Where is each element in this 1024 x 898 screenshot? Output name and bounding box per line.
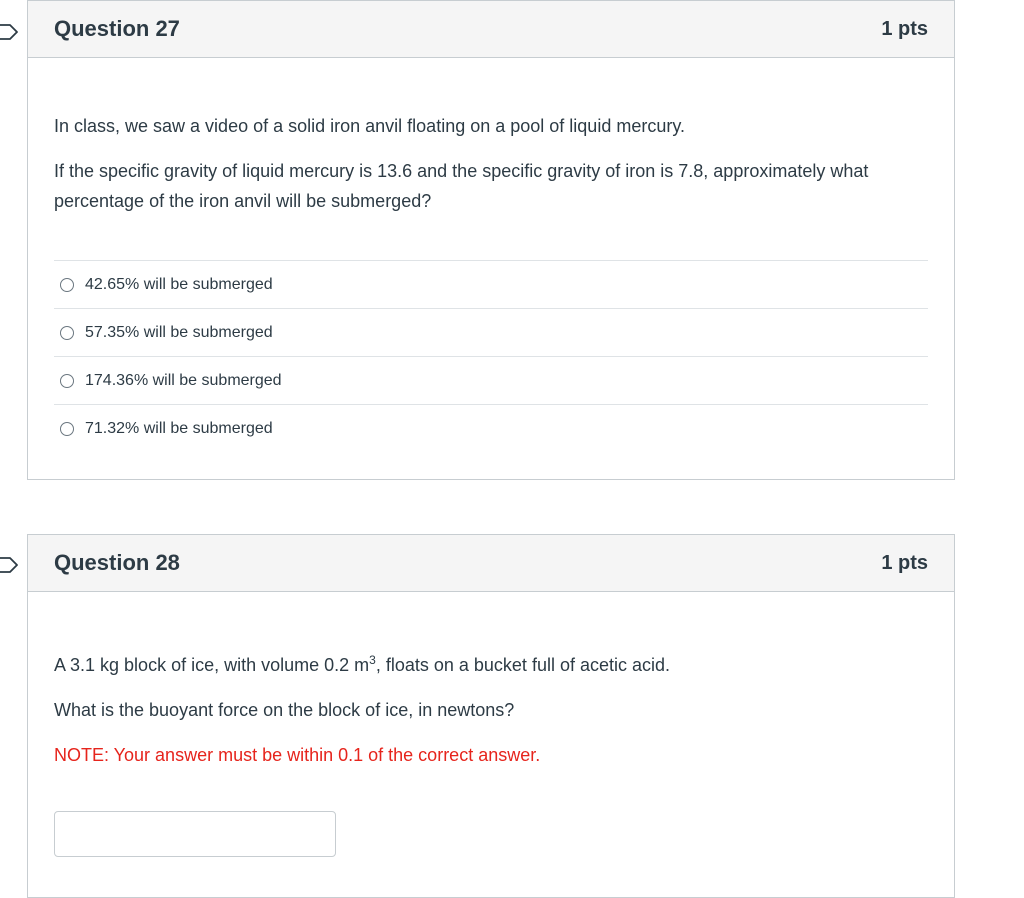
question-title: Question 27 bbox=[54, 16, 180, 41]
answer-label: 174.36% will be submerged bbox=[85, 371, 282, 389]
answer-input[interactable] bbox=[54, 811, 336, 857]
question-text-part: A 3.1 kg block of ice, with volume 0.2 m bbox=[54, 655, 370, 675]
answer-label: 42.65% will be submerged bbox=[85, 275, 273, 293]
bookmark-flag-icon[interactable] bbox=[0, 22, 20, 42]
answer-option[interactable] bbox=[54, 308, 928, 356]
answer-label: 57.35% will be submerged bbox=[85, 323, 273, 341]
answer-option[interactable] bbox=[54, 356, 928, 404]
question-points: 1 pts bbox=[881, 17, 928, 40]
question-text: In class, we saw a video of a solid iron anvil floating on a pool of liquid mercury. bbox=[54, 116, 685, 136]
question-body bbox=[28, 58, 954, 452]
question-points: 1 pts bbox=[881, 551, 928, 574]
question-text-part: , floats on a bucket full of acetic acid. bbox=[375, 655, 671, 675]
question-text: What is the buoyant force on the block of ice, in newtons? bbox=[54, 700, 515, 720]
question-header bbox=[28, 1, 954, 58]
tolerance-note: NOTE: Your answer must be within 0.1 of the correct answer. bbox=[54, 745, 541, 765]
radio-button[interactable] bbox=[60, 422, 74, 436]
question-title: Question 28 bbox=[54, 550, 180, 575]
answer-option[interactable] bbox=[54, 260, 928, 308]
question-text: If the specific gravity of liquid mercury is 13.6 and the specific gravity of iron is 7.8, approximately what percentage of the iron anvil will be submerged? bbox=[54, 161, 869, 211]
superscript: 3 bbox=[369, 653, 376, 667]
radio-button[interactable] bbox=[60, 278, 74, 292]
answer-label: 71.32% will be submerged bbox=[85, 419, 273, 437]
answer-option[interactable] bbox=[54, 404, 928, 452]
answer-list bbox=[54, 260, 928, 452]
question-body bbox=[28, 592, 954, 770]
question-header bbox=[28, 535, 954, 592]
bookmark-flag-icon[interactable] bbox=[0, 555, 20, 575]
radio-button[interactable] bbox=[60, 326, 74, 340]
question-28 bbox=[27, 534, 955, 898]
question-27 bbox=[27, 0, 955, 480]
question-text bbox=[54, 592, 928, 680]
radio-button[interactable] bbox=[60, 374, 74, 388]
